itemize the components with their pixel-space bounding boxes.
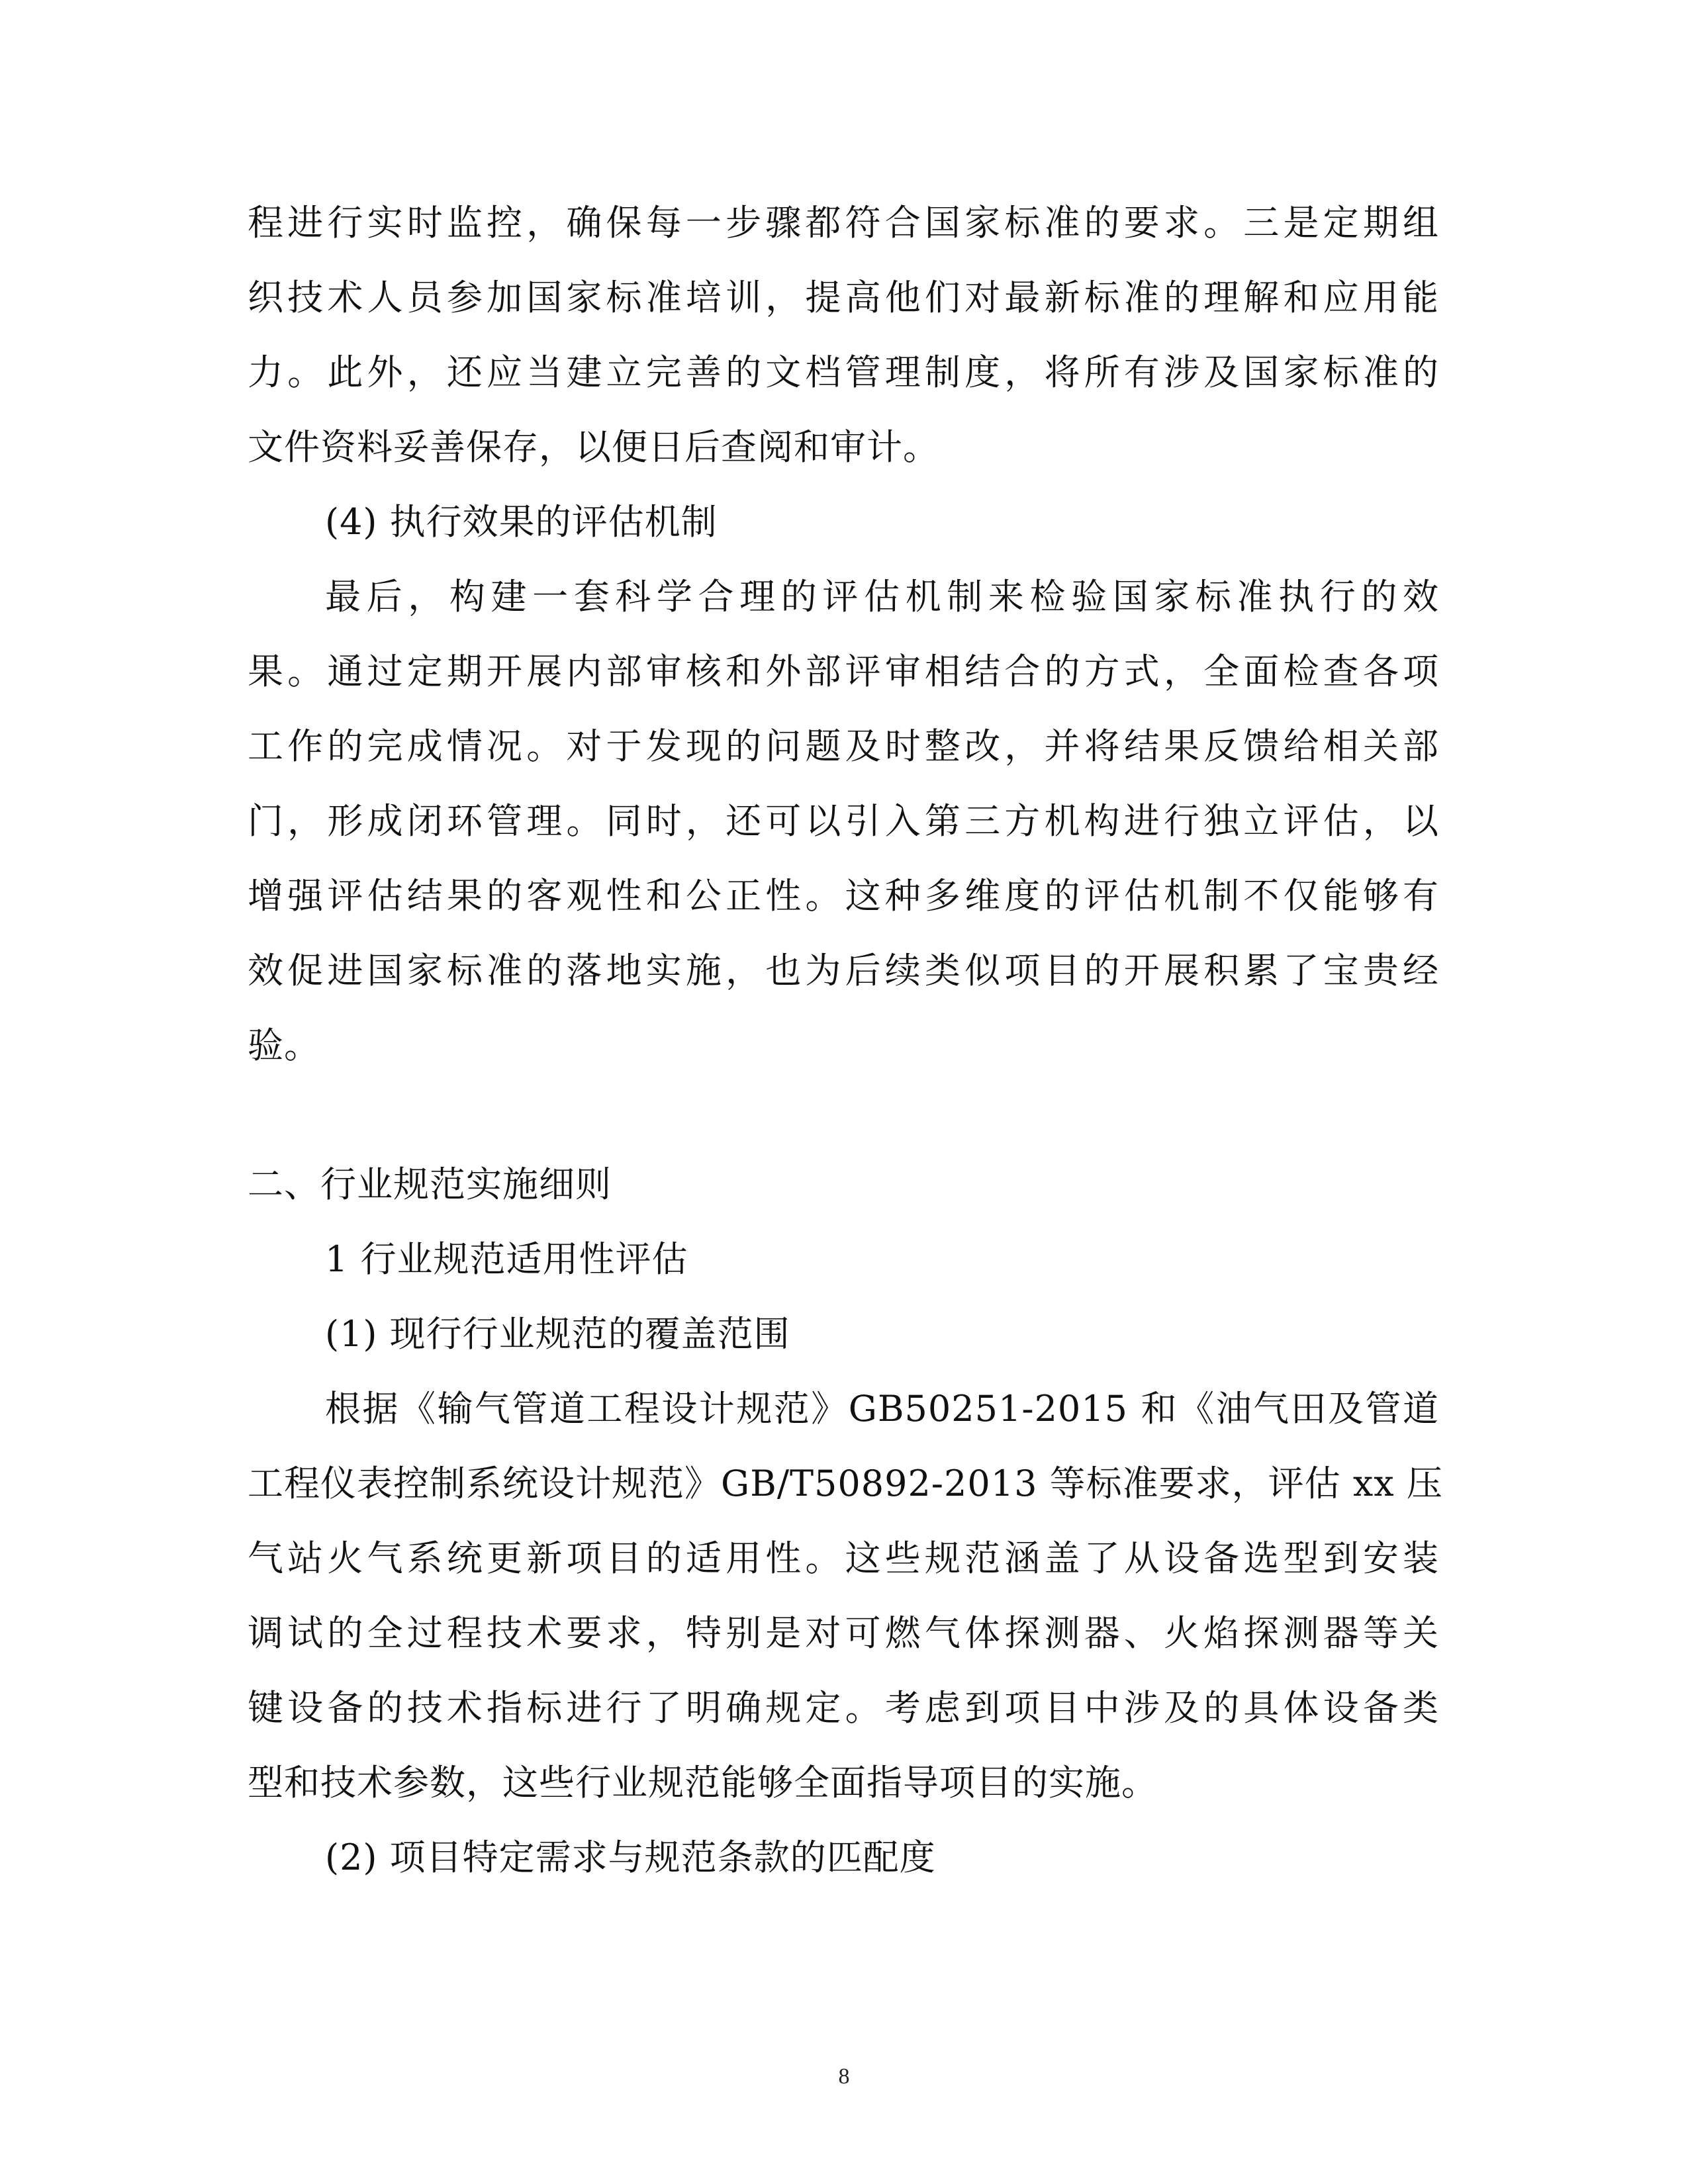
paragraph-line: 型和技术参数，这些行业规范能够全面指导项目的实施。: [248, 1762, 1158, 1803]
paragraph-line: 织技术人员参加国家标准培训，提高他们对最新标准的理解和应用能: [248, 277, 1439, 318]
paragraph-line: 验。: [248, 1024, 320, 1066]
paragraph-line: 工程仪表控制系统设计规范》GB/T50892-2013 等标准要求，评估 xx 压: [248, 1463, 1443, 1504]
paragraph: [248, 559, 1439, 1083]
paragraph: [248, 185, 1439, 484]
paragraph: [248, 1371, 1443, 1820]
paragraph-line: 增强评估结果的客观性和公正性。这种多维度的评估机制不仅能够有: [248, 875, 1439, 917]
subheading-2: (2) 项目特定需求与规范条款的匹配度: [325, 1837, 936, 1878]
paragraph-line: 程进行实时监控，确保每一步骤都符合国家标准的要求。三是定期组: [248, 202, 1439, 244]
paragraph-line: 最后，构建一套科学合理的评估机制来检验国家标准执行的效: [325, 576, 1439, 617]
paragraph-line: 果。通过定期开展内部审核和外部评审相结合的方式，全面检查各项: [248, 651, 1439, 692]
paragraph-line: 效促进国家标准的落地实施，也为后续类似项目的开展积累了宝贵经: [248, 950, 1439, 991]
paragraph-line: 调试的全过程技术要求，特别是对可燃气体探测器、火焰探测器等关: [248, 1612, 1439, 1654]
paragraph-line: 文件资料妥善保存，以便日后查阅和审计。: [248, 426, 939, 468]
subheading-4: (4) 执行效果的评估机制: [325, 501, 718, 543]
page-body: [248, 185, 1443, 1895]
subsection-heading: 1 行业规范适用性评估: [325, 1238, 688, 1280]
paragraph-line: 门，形成闭环管理。同时，还可以引入第三方机构进行独立评估，以: [248, 800, 1439, 842]
paragraph-line: 根据《输气管道工程设计规范》GB50251-2015 和《油气田及管道: [325, 1388, 1439, 1430]
section-gap: [248, 1083, 1439, 1147]
paragraph-line: 键设备的技术指标进行了明确规定。考虑到项目中涉及的具体设备类: [248, 1687, 1439, 1729]
page-number: 8: [838, 2064, 850, 2089]
section-heading: 二、行业规范实施细则: [248, 1163, 612, 1205]
paragraph-line: 力。此外，还应当建立完善的文档管理制度，将所有涉及国家标准的: [248, 351, 1439, 393]
paragraph-line: 气站火气系统更新项目的适用性。这些规范涵盖了从设备选型到安装: [248, 1537, 1439, 1579]
paragraph-line: 工作的完成情况。对于发现的问题及时整改，并将结果反馈给相关部: [248, 725, 1439, 767]
subheading-1: (1) 现行行业规范的覆盖范围: [325, 1313, 790, 1355]
